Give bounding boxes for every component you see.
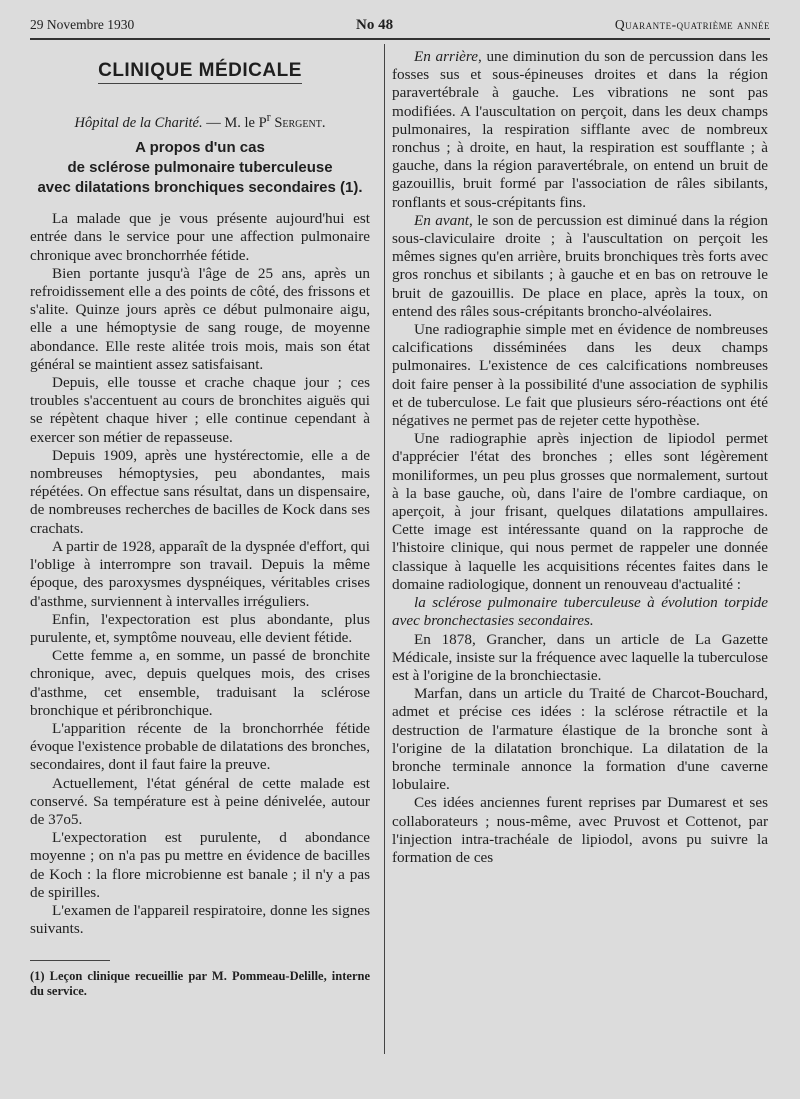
- footnote: (1) Leçon clinique recueillie par M. Pommeau-Delille, interne du service.: [30, 969, 370, 999]
- right-column: [392, 48, 768, 867]
- paragraph: [392, 48, 768, 212]
- paragraph-text: , le son de percussion est diminué dans la région sous-claviculaire droite ; à l'auscultation on perçoit les mêmes signes qu'en arrière, bruits bronchiques très forts avec gros ronchus et sibilants ; à gauche et en bas on retrouve le bruit de gazouillis. De place en place, après la toux, on entend des râles sous-crépitants broncho-alvéolaires.: [392, 211, 768, 320]
- paragraph: A partir de 1928, apparaît de la dyspnée d'effort, qui l'oblige à interrompre son travail. Depuis la même époque, des paroxysmes dyspnéiques, véritables crises d'asthme, surviennent à intervalles irréguliers.: [30, 537, 370, 610]
- paragraph: Bien portante jusqu'à l'âge de 25 ans, après un refroidissement elle a des points de côté, des frissons et s'alite. Quinze jours après ce début pulmonaire aigu, elle a une hémoptysie de sang rouge, de moyenne abondance. Elle reste alitée trois mois, mais son état général se maintient assez satisfaisant.: [30, 264, 370, 373]
- paragraph-lead: En arrière: [414, 48, 478, 65]
- paragraph: Actuellement, l'état général de cette malade est conservé. Sa température est à peine dénivelée, autour de 37o5.: [30, 774, 370, 828]
- footnote-rule: [30, 960, 110, 961]
- paragraph: L'examen de l'appareil respiratoire, donne les signes suivants.: [30, 901, 370, 938]
- header-year: Quarante-quatrième année: [614, 17, 770, 32]
- header-issue: No 48: [356, 16, 394, 33]
- byline-author-name: Sergent.: [270, 115, 326, 132]
- article-title-line-1: A propos d'un cas: [135, 139, 265, 157]
- header-date: 29 Novembre 1930: [30, 17, 135, 32]
- paragraph: Depuis, elle tousse et crache chaque jour ; ces troubles s'accentuent au cours de bronchites aiguës qui se répètent chaque hiver ; elle continue cependant à exercer son métier de repasseuse.: [30, 374, 370, 446]
- quoted-definition: la sclérose pulmonaire tuberculeuse à évolution torpide avec bronchectasies secondaires.: [392, 594, 768, 630]
- paragraph-text: , une diminution du son de percussion dans les fosses sus et sous-épineuses droites et dans la région paravertébrale à gauche. Les vibrations ne sont pas modifiées. A l'auscultation on perçoit, dans les deux champs pulmonaires, la respiration sifflante avec de nombreux ronchus ; à droite, en haut, la respiration est soufflante ; à gauche, dans la région paravertébrale, on entend un bruit de gazouillis, bruit formé par l'association de râles sibilants, ronflants et sous-crépitants fins.: [392, 48, 768, 211]
- byline-author-sup: r: [266, 110, 271, 125]
- header-rule: [30, 38, 770, 40]
- paragraph: Enfin, l'expectoration est plus abondante, plus purulente, et, symptôme nouveau, elle devient fétide.: [30, 610, 370, 646]
- section-title: CLINIQUE MÉDICALE: [30, 62, 370, 80]
- paragraph: Marfan, dans un article du Traité de Charcot-Bouchard, admet et précise ces idées : la sclérose rétractile et la destruction de l'armature élastique de la bronche sont à l'origine de la dilatation bronchique. La dilatation de la bronche terminale annonce la formation d'une caverne lobulaire.: [392, 685, 768, 794]
- paragraph: [392, 212, 768, 321]
- paragraph: L'apparition récente de la bronchorrhée fétide évoque l'existence probable de dilatations des bronches, secondaires, dont il faut faire la preuve.: [30, 719, 370, 774]
- byline-author-prefix: — M. le P: [202, 115, 267, 132]
- byline: [30, 108, 370, 132]
- paragraph: En 1878, Grancher, dans un article de La Gazette Médicale, insiste sur la fréquence avec laquelle la tuberculose est à l'origine de la bronchiectasie.: [392, 630, 768, 684]
- paragraph: Ces idées anciennes furent reprises par Dumarest et ses collaborateurs ; nous-même, avec Pruvost et Cottenot, par l'injection intra-trachéale de lipiodol, avons pu suivre la formation de ces: [392, 794, 768, 866]
- paragraph: [392, 430, 768, 594]
- article-title-line-2: de sclérose pulmonaire tuberculeuse: [67, 159, 333, 177]
- article-title-line-3: avec dilatations bronchiques secondaires (1).: [37, 179, 363, 197]
- paragraph-text: Une radiographie après injection de lipiodol permet d'apprécier l'état des bronches ; elles sont légèrement moniliformes, un peu plus grosses que normalement, surtout à la base gauche, où, dans l'aire de l'ombre cardiaque, on aperçoit, à jour frisant, quelques dilatations ampullaires. Cette image est intéressante quand on la rapproche de l'histoire clinique, qui nous permet de rappeler une donnée classique à laquelle les acquisitions récentes faites dans le domaine radiologique, donnent un renouveau d'actualité :: [392, 430, 768, 593]
- paragraph: Depuis 1909, après une hystérectomie, elle a de nombreuses hémoptysies, peu abondantes, mais répétées. On effectue sans résultat, dans un dispensaire, de nombreuses recherches de bacilles de Kock dans ses crachats.: [30, 446, 370, 537]
- paragraph: Cette femme a, en somme, un passé de bronchite chronique, avec, depuis quelques mois, des crises d'asthme, cet ensemble, traduisant la sclérose bronchique et péribronchique.: [30, 647, 370, 719]
- paragraph: La malade que je vous présente aujourd'hui est entrée dans le service pour une affection pulmonaire chronique avec bronchorrhée fétide.: [30, 210, 370, 264]
- column-separator: [384, 44, 385, 1054]
- running-header: [30, 14, 770, 36]
- left-column: [30, 62, 370, 999]
- paragraph: [392, 321, 768, 430]
- paragraph-lead: En avant: [414, 211, 470, 229]
- paragraph-text: Une radiographie simple met en évidence de nombreuses calcifications disséminées dans les deux champs pulmonaires. L'existence de ces calcifications nombreuses doit faire penser à la possibilité d'une association de syphilis et de tuberculose. Le fait que plusieurs séro-réactions ont été négatives ne permet pas de rejeter cette hypothèse.: [392, 321, 768, 430]
- paragraph: L'expectoration est purulente, d abondance moyenne ; on n'a pas pu mettre en évidence de bacilles de Koch : la flore microbienne est banale ; il n'y a pas de spirilles.: [30, 829, 370, 901]
- byline-hospital: Hôpital de la Charité.: [74, 115, 203, 132]
